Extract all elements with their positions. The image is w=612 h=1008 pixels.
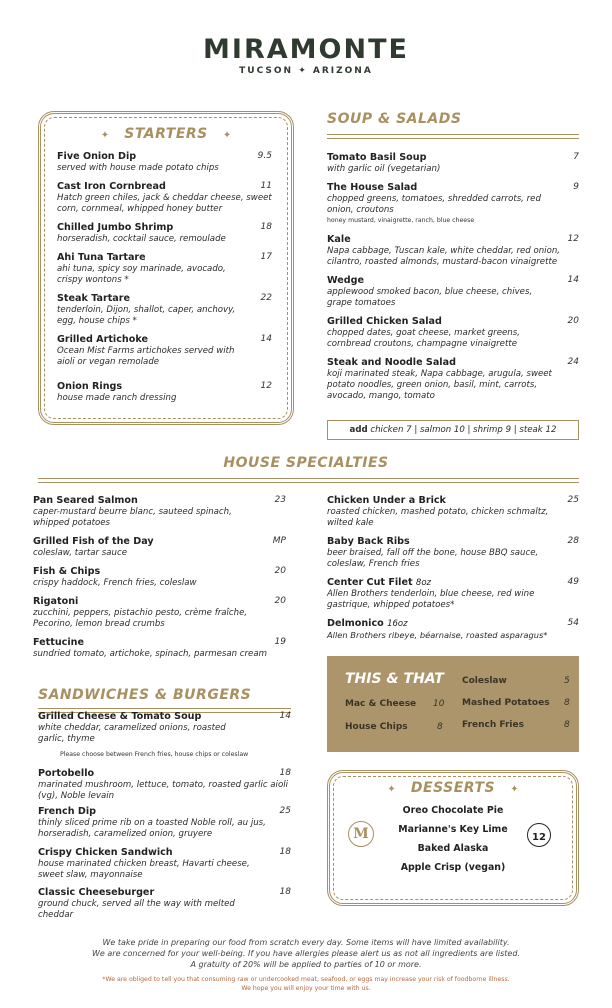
item-desc: Ocean Mist Farms artichokes served with aioli or vegan remolade: [57, 346, 235, 367]
side-item-price: 5: [564, 676, 570, 686]
item-desc: crispy haddock, French fries, coleslaw: [33, 578, 197, 588]
item-desc: chopped greens, tomatoes, shredded carrots, red onion, croutons: [327, 194, 541, 215]
specialty-item: [33, 536, 286, 559]
raw-food-warning: *We are obliged to tell you that consuming raw or undercooked meat, seafood, or eggs may increase your risk of foodborne illness.: [102, 976, 510, 983]
item-price: 18: [279, 887, 291, 897]
item-price: 14: [279, 711, 291, 721]
item-desc: caper-mustard beurre blanc, sauteed spinach, whipped potatoes: [33, 507, 232, 528]
item-price: 12: [260, 381, 272, 391]
footer-line-2: We are concerned for your well-being. If you have allergies please alert us as not all ingredients are listed.: [92, 949, 520, 958]
sandwich-item: [38, 806, 291, 840]
starter-item: [57, 181, 272, 215]
item-price: 17: [260, 252, 272, 262]
item-desc: Hatch green chiles, jack & cheddar cheese, sweet corn, cornmeal, whipped honey butter: [57, 193, 272, 214]
side-item-price: 10: [433, 699, 445, 709]
sandwich-item: [38, 847, 291, 881]
city: TUCSON: [239, 66, 294, 76]
specialty-item: [33, 637, 286, 660]
add-options: chicken 7 | salmon 10 | shrimp 9 | steak 12: [370, 425, 557, 435]
item-name: Cast Iron Cornbread: [57, 181, 166, 192]
item-price: 9.5: [257, 151, 272, 161]
dressing-options: honey mustard, vinaigrette, ranch, blue cheese: [327, 217, 475, 224]
item-name: Portobello: [38, 768, 95, 779]
item-desc: Napa cabbage, Tuscan kale, white cheddar, red onion, cilantro, roasted almonds, mustard-bacon vinaigrette: [327, 246, 561, 267]
separator-star: ✦: [298, 66, 308, 76]
star-icon: ✦: [510, 784, 519, 795]
side-item-name: Mac & Cheese: [345, 699, 417, 709]
item-name: Grilled Cheese & Tomato Soup: [38, 711, 202, 722]
soup-item: [327, 357, 579, 402]
state: ARIZONA: [312, 66, 373, 76]
side-item-name: Mashed Potatoes: [462, 698, 550, 708]
starters-heading: [38, 123, 294, 142]
item-name: Rigatoni: [33, 596, 79, 607]
item-name: Wedge: [327, 275, 364, 286]
item-name: [327, 618, 579, 630]
item-desc: marinated mushroom, lettuce, tomato, roasted garlic aioli (vg), Noble levain: [38, 780, 288, 801]
dessert-item: Oreo Chocolate Pie: [402, 805, 504, 816]
item-price: MP: [272, 536, 286, 546]
side-item-name: House Chips: [345, 722, 408, 732]
soup-item: [327, 275, 579, 309]
item-name: Pan Seared Salmon: [33, 495, 138, 506]
item-price: 54: [567, 618, 579, 628]
soup-item: [327, 182, 579, 225]
desserts-heading: [327, 777, 579, 796]
item-desc: chopped dates, goat cheese, market greens, cornbread croutons, champagne vinaigrette: [327, 328, 520, 349]
item-name: Fish & Chips: [33, 566, 101, 577]
item-size: 16oz: [387, 619, 408, 629]
item-desc: beer braised, fall off the bone, house BBQ sauce, coleslaw, French fries: [327, 548, 539, 569]
dessert-item: Apple Crisp (vegan): [400, 862, 506, 873]
starter-item: [57, 381, 272, 404]
item-desc: roasted chicken, mashed potato, chicken schmaltz, wilted kale: [327, 507, 549, 528]
specialty-item: [33, 566, 286, 589]
footer-line-1: We take pride in preparing our food from scratch every day. Some items will have limited availability.: [102, 938, 510, 947]
starter-item: [57, 334, 272, 368]
item-name: Grilled Fish of the Day: [33, 536, 154, 547]
item-name: [327, 577, 579, 589]
item-desc: coleslaw, tartar sauce: [33, 548, 128, 558]
dessert-price: 12: [532, 832, 546, 843]
specialty-item: [327, 495, 579, 529]
soup-item: [327, 152, 579, 175]
item-desc: thinly sliced prime rib on a toasted Noble roll, au jus, horseradish, caramelized onion, gruyere: [38, 818, 266, 839]
item-price: 18: [279, 768, 291, 778]
specialties-rule: [38, 478, 579, 483]
item-price: 22: [260, 293, 272, 303]
item-price: 18: [260, 222, 272, 232]
side-item-price: 8: [564, 698, 570, 708]
item-name: Five Onion Dip: [57, 151, 137, 162]
soups-rule: [327, 134, 579, 139]
item-name: Steak and Noodle Salad: [327, 357, 456, 368]
item-desc: white cheddar, caramelized onions, roasted garlic, thyme: [38, 723, 226, 744]
sandwich-item: [38, 768, 291, 802]
add-protein-box: [327, 420, 579, 440]
item-desc: Allen Brothers tenderloin, blue cheese, red wine gastrique, whipped potatoes*: [327, 589, 535, 610]
side-item-price: 8: [564, 720, 570, 730]
item-desc: ahi tuna, spicy soy marinade, avocado, crispy wontons *: [57, 264, 226, 285]
specialties-title: HOUSE SPECIALTIES: [223, 455, 389, 471]
starter-item: [57, 151, 272, 174]
item-name: Crispy Chicken Sandwich: [38, 847, 173, 858]
side-item-name: Coleslaw: [462, 676, 507, 686]
item-price: 18: [279, 847, 291, 857]
item-desc: house marinated chicken breast, Havarti cheese, sweet slaw, mayonnaise: [38, 859, 250, 880]
item-price: 24: [567, 357, 579, 367]
specialty-item: [33, 495, 286, 529]
item-name-text: Delmonico: [327, 618, 384, 629]
item-name: Chilled Jumbo Shrimp: [57, 222, 174, 233]
item-desc: koji marinated steak, Napa cabbage, arugula, sweet potato noodles, green onion, basil, mint, carrots, avocado, mango, tomato: [327, 369, 552, 401]
item-desc: applewood smoked bacon, blue cheese, chives, grape tomatoes: [327, 287, 533, 308]
add-label: add: [349, 425, 368, 435]
item-price: 12: [567, 234, 579, 244]
soups-title: SOUP & SALADS: [327, 111, 462, 127]
item-price: 9: [573, 182, 579, 192]
starter-item: [57, 222, 272, 245]
item-name-text: Center Cut Filet: [327, 577, 413, 588]
item-price: 28: [567, 536, 579, 546]
item-price: 23: [274, 495, 286, 505]
side-item-price: 8: [437, 722, 443, 732]
logo-letter: M: [353, 826, 369, 842]
dessert-price-badge: [527, 823, 551, 847]
star-icon: ✦: [222, 130, 232, 141]
item-name: Onion Rings: [57, 381, 123, 392]
item-desc: tenderloin, Dijon, shallot, caper, anchovy, egg, house chips *: [57, 305, 236, 326]
side-choice-note: Please choose between French fries, house chips or coleslaw: [60, 751, 249, 758]
side-item-name: French Fries: [462, 720, 524, 730]
item-name: Classic Cheeseburger: [38, 887, 155, 898]
item-price: 25: [279, 806, 291, 816]
sandwich-item: [38, 887, 291, 921]
item-desc: Allen Brothers ribeye, béarnaise, roasted asparagus*: [327, 630, 548, 640]
desserts-title: DESSERTS: [410, 780, 496, 796]
sandwiches-title: SANDWICHES & BURGERS: [38, 687, 252, 703]
star-icon: ✦: [100, 130, 110, 141]
item-price: 14: [260, 334, 272, 344]
restaurant-name: MIRAMONTE: [203, 34, 409, 65]
specialty-item: [327, 577, 579, 611]
item-price: 20: [274, 566, 286, 576]
starters-title: STARTERS: [124, 126, 208, 142]
item-name: The House Salad: [327, 182, 418, 193]
item-name: Baby Back Ribs: [327, 536, 410, 547]
item-price: 7: [573, 152, 579, 162]
item-price: 19: [274, 637, 286, 647]
item-desc: zucchini, peppers, pistachio pesto, crème fraîche, Pecorino, lemon bread crumbs: [33, 608, 248, 629]
item-desc: sundried tomato, artichoke, spinach, parmesan cream: [33, 649, 267, 659]
star-icon: ✦: [387, 784, 396, 795]
item-name: Steak Tartare: [57, 293, 131, 304]
item-name: Chicken Under a Brick: [327, 495, 446, 506]
starter-item: [57, 252, 272, 286]
item-size: 8oz: [415, 578, 431, 588]
dessert-item: Baked Alaska: [417, 843, 489, 854]
item-desc: ground chuck, served all the way with melted cheddar: [38, 899, 235, 920]
closing-note: We hope you will enjoy your time with us.: [241, 985, 371, 992]
item-price: 11: [260, 181, 272, 191]
item-desc: with garlic oil (vegetarian): [327, 164, 441, 174]
footer-line-3: A gratuity of 20% will be applied to parties of 10 or more.: [190, 960, 422, 969]
item-desc: served with house made potato chips: [57, 163, 219, 173]
item-price: 25: [567, 495, 579, 505]
item-desc: horseradish, cocktail sauce, remoulade: [57, 234, 226, 244]
this-and-that-title: THIS & THAT: [345, 671, 444, 687]
item-name: Kale: [327, 234, 351, 245]
starter-item: [57, 293, 272, 327]
restaurant-location: [0, 66, 612, 76]
soup-item: [327, 316, 579, 350]
item-price: 14: [567, 275, 579, 285]
item-name: Fettucine: [33, 637, 84, 648]
item-name: Grilled Chicken Salad: [327, 316, 442, 327]
specialty-item: [327, 536, 579, 570]
item-price: 49: [567, 577, 579, 587]
item-name: French Dip: [38, 806, 96, 817]
sandwich-item: [38, 711, 291, 745]
item-price: 20: [274, 596, 286, 606]
item-desc: house made ranch dressing: [57, 393, 177, 403]
item-name: Grilled Artichoke: [57, 334, 148, 345]
specialty-item: [33, 596, 286, 630]
dessert-item: Marianne's Key Lime: [398, 824, 508, 835]
item-price: 20: [567, 316, 579, 326]
specialty-item: [327, 618, 579, 641]
this-and-that-panel: [327, 656, 579, 752]
item-name: Ahi Tuna Tartare: [57, 252, 146, 263]
item-name: Tomato Basil Soup: [327, 152, 427, 163]
soup-item: [327, 234, 579, 268]
